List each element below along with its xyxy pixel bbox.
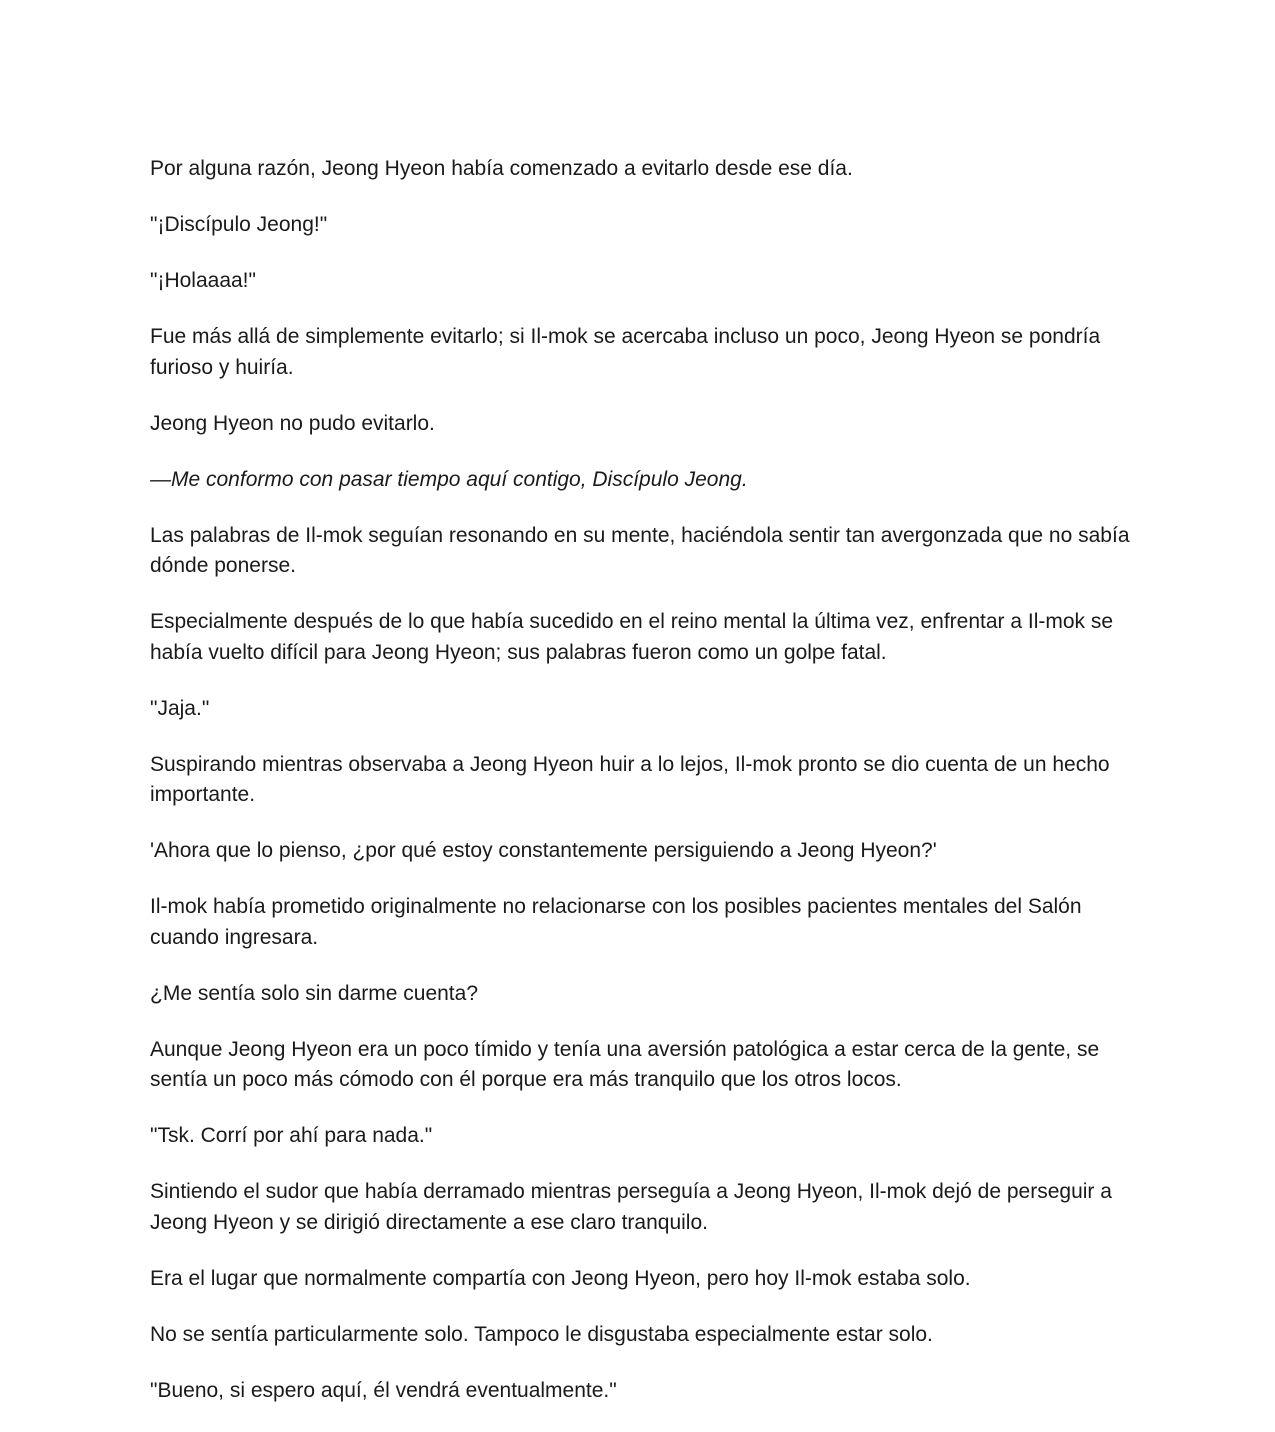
paragraph: Il-mok había prometido originalmente no relacionarse con los posibles pacientes mentales del Salón cuando ingresara. — [150, 895, 1082, 949]
paragraph: Sintiendo el sudor que había derramado mientras perseguía a Jeong Hyeon, Il-mok dejó de perseguir a Jeong Hyeon y se dirigió directamente a ese claro tranquilo. — [150, 1180, 1112, 1234]
paragraph: 'Ahora que lo pienso, ¿por qué estoy constantemente persiguiendo a Jeong Hyeon?' — [150, 839, 937, 862]
paragraph: "¡Discípulo Jeong!" — [150, 213, 328, 236]
paragraph: Especialmente después de lo que había sucedido en el reino mental la última vez, enfrentar a Il-mok se había vuelto difícil para Jeong Hyeon; sus palabras fueron como un golpe fatal. — [150, 610, 1114, 664]
paragraph: Aunque Jeong Hyeon era un poco tímido y tenía una aversión patológica a estar cerca de la gente, se sentía un poco más cómodo con él porque era más tranquilo que los otros locos. — [150, 1037, 1100, 1091]
paragraph: "Bueno, si espero aquí, él vendrá eventualmente." — [150, 1378, 617, 1402]
paragraph: Fue más allá de simplemente evitarlo; si Il-mok se acercaba incluso un poco, Jeong Hyeon se pondría furioso y huiría. — [150, 325, 1101, 379]
paragraph: Por alguna razón, Jeong Hyeon había comenzado a evitarlo desde ese día. — [150, 157, 853, 180]
paragraph: Las palabras de Il-mok seguían resonando en su mente, haciéndola sentir tan avergonzada que no sabía dónde ponerse. — [150, 523, 1130, 577]
paragraph: "Tsk. Corrí por ahí para nada." — [150, 1124, 433, 1147]
paragraph: Suspirando mientras observaba a Jeong Hyeon huir a lo lejos, Il-mok pronto se dio cuenta de un hecho importante. — [150, 752, 1110, 806]
document-body — [150, 154, 1140, 1432]
paragraph: Era el lugar que normalmente compartía con Jeong Hyeon, pero hoy Il-mok estaba solo. — [150, 1266, 971, 1290]
paragraph: ¿Me sentía solo sin darme cuenta? — [150, 981, 479, 1005]
paragraph: No se sentía particularmente solo. Tampoco le disgustaba especialmente estar solo. — [150, 1322, 933, 1346]
paragraph: "¡Holaaaa!" — [150, 269, 256, 292]
paragraph: "Jaja." — [150, 696, 210, 720]
italic-paragraph: —Me conformo con pasar tiempo aquí contigo, Discípulo Jeong. — [150, 467, 748, 491]
paragraph: Jeong Hyeon no pudo evitarlo. — [150, 411, 435, 435]
